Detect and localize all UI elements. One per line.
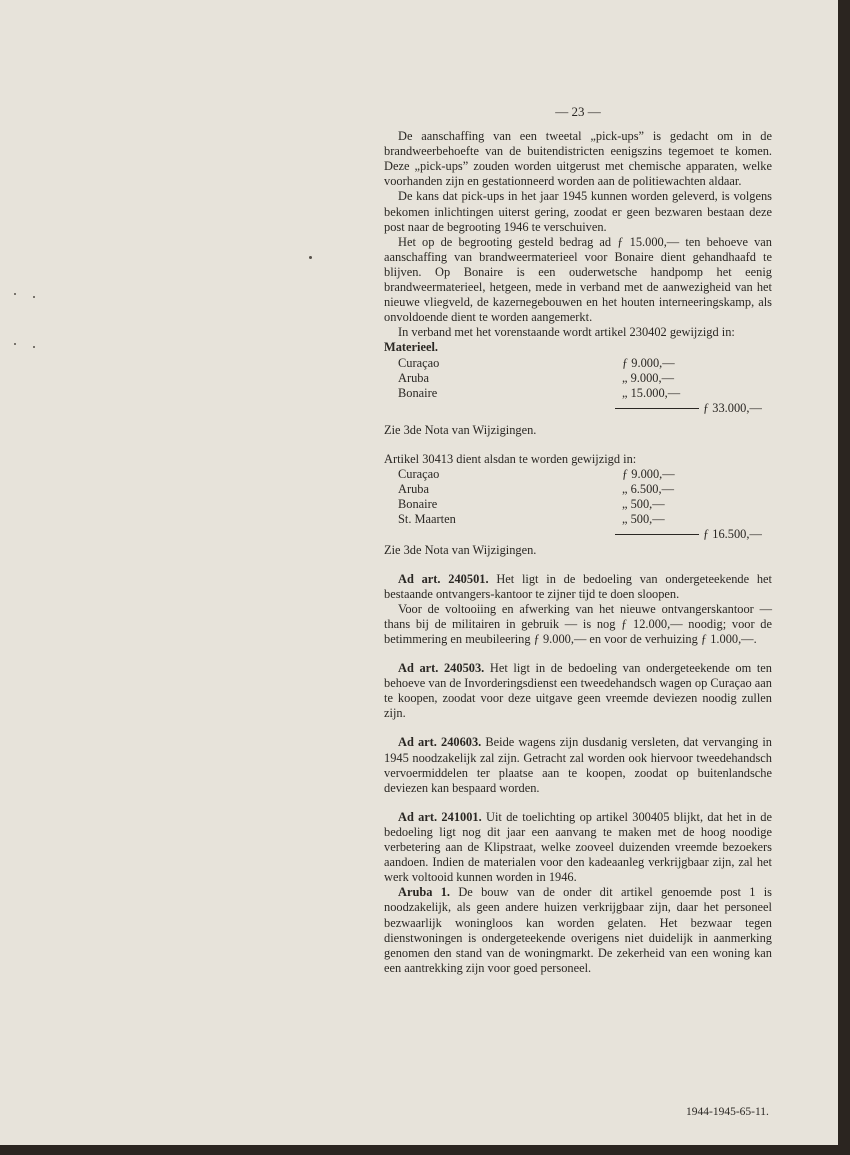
row-amount: „ 9.000,— — [622, 370, 674, 385]
row-label: Aruba — [398, 370, 429, 385]
paragraph: Het op de begrooting gesteld bedrag ad ƒ 15.000,— ten behoeve van aanschaffing van brandweermaterieel voor Bonaire dient gehandhaafd te blijven. Op Bonaire is een ouderwetsche handpomp het eenig brandweermaterieel, hetgeen, mede in verband met de aanwezigheid van het nieuwe vliegveld, de kazernegebouwen en het houten interneeringskamp, als onvoldoende dient te worden aangemerkt. — [384, 234, 772, 325]
row-amount: ƒ 9.000,— — [622, 467, 675, 482]
margin-speck — [33, 296, 35, 298]
table-row — [384, 512, 772, 527]
table-row — [384, 386, 772, 401]
sum-rule — [615, 408, 699, 409]
row-label: Curaçao — [398, 467, 440, 482]
paragraph — [384, 572, 772, 602]
row-amount: ƒ 9.000,— — [622, 355, 675, 370]
row-amount: „ 15.000,— — [622, 385, 681, 400]
row-label: Aruba — [398, 482, 429, 497]
paragraph: Zie 3de Nota van Wijzigingen. — [384, 422, 537, 437]
section-heading: Materieel. — [384, 340, 438, 355]
margin-speck — [14, 343, 16, 345]
article-text: De bouw van de onder dit artikel genoemde post 1 is noodzakelijk, als geen andere huizen verkrijgbaar zijn, daar het personeel bezwaarlijk woningloos kan worden gelaten. Het bezwaar tegen dienstwoningen is ondergeteekende overigens niet duidelijk in aanmerking genomen den stand van de woningmarkt. De zekerheid van een woning kan een aantrekking zijn voor goed personeel. — [384, 885, 772, 975]
amount-table — [384, 467, 772, 542]
row-amount: „ 500,— — [622, 497, 665, 512]
page-number: — 23 — — [555, 104, 601, 119]
table-row — [384, 356, 772, 371]
paragraph: De kans dat pick-ups in het jaar 1945 kunnen worden geleverd, is volgens bekomen inlichtingen uiterst gering, zoodat er geen bezwaren bestaan deze post naar de begrooting 1946 te verschuiven. — [384, 189, 772, 234]
margin-speck — [14, 293, 16, 295]
article-text: Uit de toelichting op artikel 300405 blijkt, dat het in de bedoeling ligt nog dit jaar een aanvang te maken met de hoog noodige verbetering aan de Klipstraat, welke zooveel duizenden vreemde bezoekers aandoen. Indien de materialen voor den kadeaanleg verkrijgbaar zijn, zal het werk voltooid kunnen worden in 1946. — [384, 809, 772, 885]
text-column — [384, 104, 772, 976]
paragraph: In verband met het vorenstaande wordt artikel 230402 gewijzigd in: — [398, 325, 735, 340]
table-row — [384, 497, 772, 512]
article-label: Aruba 1. — [398, 885, 451, 900]
article-label: Ad art. 240501. — [398, 571, 489, 586]
paragraph — [384, 661, 772, 721]
article-text: Het ligt in de bedoeling van ondergeteekende het bestaande ontvangers-kantoor te zijner tijd te doen sloopen. — [384, 571, 772, 601]
row-label: Curaçao — [398, 355, 440, 370]
paragraph: Artikel 30413 dient alsdan te worden gewijzigd in: — [384, 451, 637, 466]
margin-speck — [309, 256, 312, 259]
paragraph: De aanschaffing van een tweetal „pick-ups” is gedacht om in de brandweerbehoefte van de buitendistricten eenigszins tegemoet te komen. Deze „pick-ups” zouden worden uitgerust met chemische apparaten, welke voorhanden zijn en gestationneerd worden aan de politiewachten aldaar. — [384, 129, 772, 189]
total-amount: ƒ 33.000,— — [703, 400, 762, 415]
total-row — [384, 527, 772, 542]
paragraph: Zie 3de Nota van Wijzigingen. — [384, 542, 537, 557]
total-row — [384, 401, 772, 416]
article-label: Ad art. 240603. — [398, 735, 482, 750]
total-amount: ƒ 16.500,— — [703, 527, 762, 542]
paragraph — [384, 885, 772, 976]
article-label: Ad art. 240503. — [398, 661, 485, 676]
row-label: St. Maarten — [398, 512, 456, 527]
row-label: Bonaire — [398, 385, 438, 400]
row-amount: „ 500,— — [622, 512, 665, 527]
article-text: Beide wagens zijn dusdanig versleten, dat vervanging in 1945 noodzakelijk zal zijn. Getracht zal worden ook hiervoor tweedehandsch vervoermiddelen ter plaatse aan te koopen, zoodat op buitenlandsche deviezen kan bespaard worden. — [384, 735, 772, 795]
table-row — [384, 467, 772, 482]
margin-speck — [33, 346, 35, 348]
paragraph — [384, 810, 772, 885]
document-code: 1944-1945-65-11. — [686, 1106, 769, 1118]
table-row — [384, 371, 772, 386]
article-text: Het ligt in de bedoeling van ondergeteekende om ten behoeve van de Invorderingsdienst een tweedehandsch wagen op Curaçao aan te koopen, zoodat voor deze uitgave geen vreemde deviezen noodig zullen zijn. — [384, 661, 772, 721]
paragraph — [384, 735, 772, 795]
article-label: Ad art. 241001. — [398, 809, 482, 824]
paragraph: Voor de voltooiing en afwerking van het nieuwe ontvangerskantoor — thans bij de militairen in gebruik — is nog ƒ 12.000,— noodig; voor de betimmering en meubileering ƒ 9.000,— en voor de verhuizing ƒ 1.000,—. — [384, 601, 772, 646]
sum-rule — [615, 534, 699, 535]
amount-table — [384, 356, 772, 416]
row-amount: „ 6.500,— — [622, 482, 674, 497]
row-label: Bonaire — [398, 497, 438, 512]
table-row — [384, 482, 772, 497]
